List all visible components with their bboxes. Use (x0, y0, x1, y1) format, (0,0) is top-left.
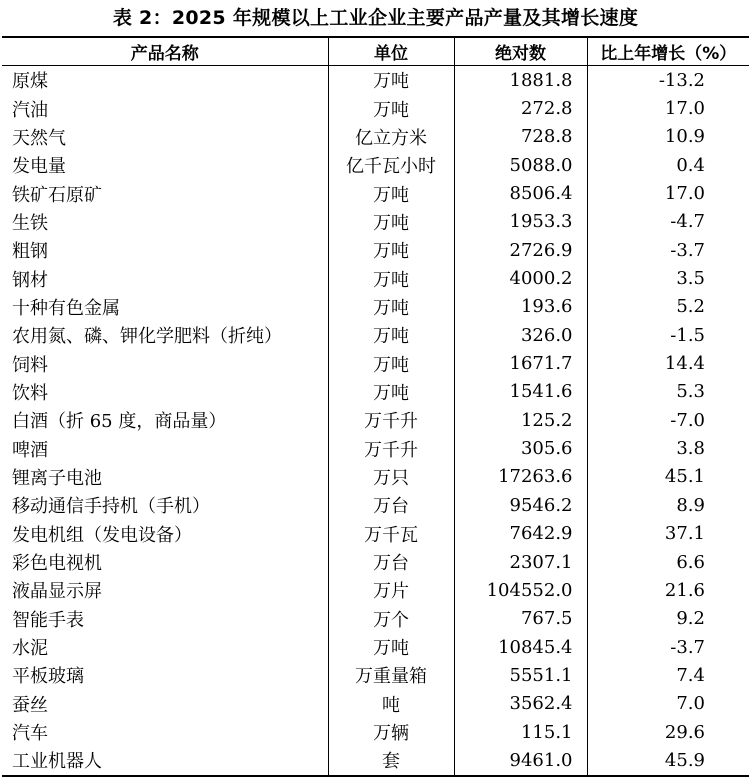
product-name-cell: 发电机组（发电设备） (12, 524, 192, 546)
growth-rate-cell: 3.5 (587, 264, 749, 292)
unit-cell: 万吨 (328, 349, 454, 377)
absolute-value-cell: 104552.0 (454, 576, 587, 604)
absolute-value-cell: 5551.1 (454, 661, 587, 689)
growth-rate-cell: 5.2 (587, 293, 749, 321)
table-row (2, 576, 749, 604)
table-row (2, 633, 749, 661)
unit-cell: 万吨 (328, 293, 454, 321)
table-row (2, 151, 749, 179)
header-absolute-value: 绝对数 (454, 37, 587, 66)
table-row (2, 66, 749, 95)
product-name-cell: 白酒（折 65 度，商品量） (12, 411, 227, 433)
product-name-cell: 汽车 (12, 723, 48, 745)
unit-cell: 万吨 (328, 179, 454, 207)
growth-rate-cell: 3.8 (587, 434, 749, 462)
growth-rate-cell: 45.1 (587, 463, 749, 491)
header-product-name: 产品名称 (2, 37, 328, 66)
unit-cell: 万吨 (328, 208, 454, 236)
absolute-value-cell: 1953.3 (454, 208, 587, 236)
product-name-cell: 移动通信手持机（手机） (12, 496, 210, 518)
table-row (2, 378, 749, 406)
product-name-cell: 智能手表 (12, 609, 84, 631)
absolute-value-cell: 7642.9 (454, 520, 587, 548)
production-table (2, 36, 749, 777)
growth-rate-cell: -1.5 (587, 321, 749, 349)
product-name-cell: 锂离子电池 (12, 467, 102, 489)
unit-cell: 亿立方米 (328, 123, 454, 151)
growth-rate-cell: -3.7 (587, 236, 749, 264)
absolute-value-cell: 305.6 (454, 434, 587, 462)
table-row (2, 208, 749, 236)
header-growth-rate: 比上年增长（%） (587, 37, 749, 66)
growth-rate-cell: 8.9 (587, 491, 749, 519)
table-row (2, 349, 749, 377)
table-row (2, 321, 749, 349)
unit-cell: 万吨 (328, 633, 454, 661)
product-name-cell: 水泥 (12, 638, 48, 660)
table-row (2, 123, 749, 151)
table-row (2, 746, 749, 775)
growth-rate-cell: -4.7 (587, 208, 749, 236)
table-row (2, 406, 749, 434)
unit-cell: 万只 (328, 463, 454, 491)
unit-cell: 万重量箱 (328, 661, 454, 689)
product-name-cell: 生铁 (12, 212, 48, 234)
table-row (2, 718, 749, 746)
growth-rate-cell: 0.4 (587, 151, 749, 179)
product-name-cell: 工业机器人 (2, 746, 328, 775)
unit-cell: 万吨 (328, 378, 454, 406)
product-name-cell: 农用氮、磷、钾化学肥料（折纯） (12, 326, 282, 348)
growth-rate-cell: 7.4 (587, 661, 749, 689)
product-name-cell: 啤酒 (12, 439, 48, 461)
growth-rate-cell: -3.7 (587, 633, 749, 661)
table-row (2, 236, 749, 264)
growth-rate-cell: 14.4 (587, 349, 749, 377)
absolute-value-cell: 5088.0 (454, 151, 587, 179)
absolute-value-cell: 115.1 (454, 718, 587, 746)
product-name-cell: 饮料 (12, 382, 48, 404)
absolute-value-cell: 326.0 (454, 321, 587, 349)
unit-cell: 万千升 (328, 434, 454, 462)
absolute-value-cell: 125.2 (454, 406, 587, 434)
growth-rate-cell: 37.1 (587, 520, 749, 548)
product-name-cell: 天然气 (12, 127, 66, 149)
growth-rate-cell: -13.2 (587, 66, 749, 95)
unit-cell: 万辆 (328, 718, 454, 746)
product-name-cell: 粗钢 (12, 241, 48, 263)
growth-rate-cell: -7.0 (587, 406, 749, 434)
product-name-cell: 汽油 (12, 99, 48, 121)
growth-rate-cell: 5.3 (587, 378, 749, 406)
table-row (2, 690, 749, 718)
absolute-value-cell: 728.8 (454, 123, 587, 151)
unit-cell: 万吨 (328, 66, 454, 95)
product-name-cell: 液晶显示屏 (12, 581, 102, 603)
absolute-value-cell: 272.8 (454, 94, 587, 122)
table-row (2, 293, 749, 321)
growth-rate-cell: 21.6 (587, 576, 749, 604)
absolute-value-cell: 8506.4 (454, 179, 587, 207)
absolute-value-cell: 17263.6 (454, 463, 587, 491)
product-name-cell: 平板玻璃 (12, 666, 84, 688)
unit-cell: 万吨 (328, 94, 454, 122)
growth-rate-cell: 45.9 (587, 746, 749, 775)
table-body (2, 66, 749, 776)
product-name-cell: 彩色电视机 (12, 553, 102, 575)
absolute-value-cell: 10845.4 (454, 633, 587, 661)
header-unit: 单位 (328, 37, 454, 66)
product-name-cell: 饲料 (12, 354, 48, 376)
unit-cell: 万吨 (328, 264, 454, 292)
product-name-cell: 蚕丝 (12, 694, 48, 716)
unit-cell: 万片 (328, 576, 454, 604)
growth-rate-cell: 9.2 (587, 605, 749, 633)
table-row (2, 179, 749, 207)
absolute-value-cell: 1671.7 (454, 349, 587, 377)
growth-rate-cell: 10.9 (587, 123, 749, 151)
growth-rate-cell: 17.0 (587, 179, 749, 207)
growth-rate-cell: 29.6 (587, 718, 749, 746)
unit-cell: 万吨 (328, 236, 454, 264)
product-name-cell: 原煤 (12, 71, 48, 93)
absolute-value-cell: 9461.0 (454, 746, 587, 775)
growth-rate-cell: 17.0 (587, 94, 749, 122)
absolute-value-cell: 2726.9 (454, 236, 587, 264)
table-header-row (2, 37, 749, 66)
product-name-cell: 十种有色金属 (12, 297, 120, 319)
product-name-cell: 发电量 (12, 156, 66, 178)
absolute-value-cell: 1541.6 (454, 378, 587, 406)
absolute-value-cell: 9546.2 (454, 491, 587, 519)
growth-rate-cell: 7.0 (587, 690, 749, 718)
table-row (2, 548, 749, 576)
unit-cell: 套 (328, 746, 454, 775)
product-name-cell: 钢材 (12, 269, 48, 291)
growth-rate-cell: 6.6 (587, 548, 749, 576)
table-row (2, 463, 749, 491)
table-row (2, 661, 749, 689)
unit-cell: 万台 (328, 548, 454, 576)
product-name-cell: 铁矿石原矿 (12, 184, 102, 206)
absolute-value-cell: 767.5 (454, 605, 587, 633)
unit-cell: 亿千瓦小时 (328, 151, 454, 179)
unit-cell: 吨 (328, 690, 454, 718)
unit-cell: 万千瓦 (328, 520, 454, 548)
absolute-value-cell: 4000.2 (454, 264, 587, 292)
table-row (2, 434, 749, 462)
table-row (2, 491, 749, 519)
table-row (2, 520, 749, 548)
unit-cell: 万吨 (328, 321, 454, 349)
table-title: 表 2：2025 年规模以上工业企业主要产品产量及其增长速度 (112, 7, 639, 29)
absolute-value-cell: 193.6 (454, 293, 587, 321)
table-row (2, 264, 749, 292)
absolute-value-cell: 1881.8 (454, 66, 587, 95)
table-row (2, 94, 749, 122)
unit-cell: 万千升 (328, 406, 454, 434)
unit-cell: 万台 (328, 491, 454, 519)
unit-cell: 万个 (328, 605, 454, 633)
table-row (2, 605, 749, 633)
absolute-value-cell: 2307.1 (454, 548, 587, 576)
absolute-value-cell: 3562.4 (454, 690, 587, 718)
